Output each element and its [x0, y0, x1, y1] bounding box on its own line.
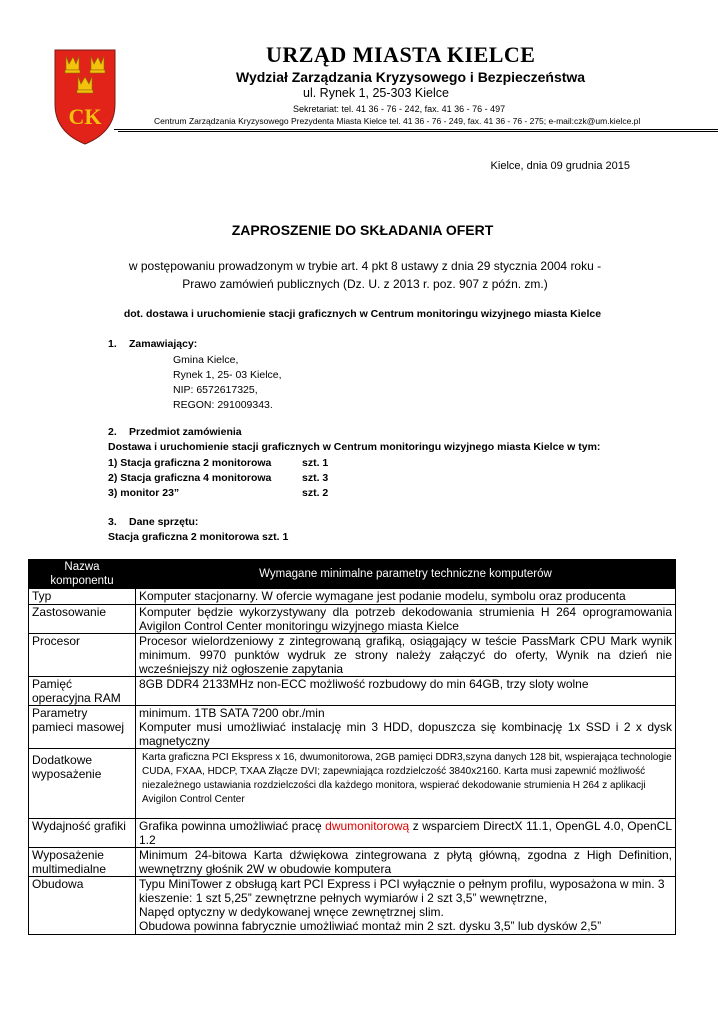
component-requirement: Procesor wielordzeniowy z zintegrowaną grafiką, osiągający w teście PassMark CPU Mark wynik minimum. 9970 punktów wydruk ze strony należy załączyć do oferty, Wynik na dzień nie wcześniejszy niż ogłoszenie zapytania: [136, 634, 676, 677]
legal-basis: [60, 257, 670, 293]
component-name: Obudowa: [29, 877, 136, 935]
requirement-line: Komputer musi umożliwiać instalację min 3 HDD, dopuszcza się kombinację 1x SSD i 2 x dysk magnetyczny: [139, 720, 672, 748]
table-row: [29, 634, 676, 677]
orderer-line: Gmina Kielce,: [173, 354, 239, 366]
section-2-heading: Przedmiot zamówienia: [129, 426, 242, 438]
orderer-details: [173, 353, 282, 413]
section-1-heading: Zamawiający:: [129, 338, 198, 350]
requirement-line: Obudowa powinna fabrycznie umożliwiać montaż min 2 szt. dysku 3,5” lub dysków 2,5”: [139, 919, 602, 933]
component-name: Typ: [29, 589, 136, 605]
page-title: ZAPROSZENIE DO SKŁADANIA OFERT: [231, 222, 494, 238]
component-requirement: 8GB DDR4 2133MHz non-ECC możliwość rozbudowy do min 64GB, trzy sloty wolne: [136, 677, 676, 706]
table-row: [29, 589, 676, 605]
column-header-component: Nazwa komponentu: [29, 560, 136, 589]
component-name: Zastosowanie: [29, 605, 136, 634]
component-requirement: Komputer będzie wykorzystywany dla potrzeb dekodowania strumienia H 264 oprogramowania Avigilon Control Center monitoringu wizyjnego miasta Kielce: [136, 605, 676, 634]
station-heading: Stacja graficzna 2 monitorowa szt. 1: [108, 531, 289, 543]
orderer-line: Rynek 1, 25- 03 Kielce,: [173, 369, 282, 381]
order-item-qty: szt. 2: [302, 487, 329, 499]
requirement-text: Grafika powinna umożliwiać pracę: [139, 819, 326, 833]
table-row: [29, 877, 676, 935]
component-name: Parametry pamieci masowej: [29, 706, 136, 749]
coat-of-arms-logo: [52, 44, 118, 148]
component-requirement: Komputer stacjonarny. W ofercie wymagane jest podanie modelu, symbolu oraz producenta: [136, 589, 676, 605]
section-3-number: 3.: [108, 516, 117, 528]
requirement-line: Napęd optyczny w dedykowanej wnęce zewnętrznej slim.: [139, 905, 444, 919]
order-item-name: 1) Stacja graficzna 2 monitorowa: [108, 457, 272, 469]
department-name: Wydział Zarządzania Kryzysowego i Bezpieczeństwa: [236, 69, 586, 85]
header-rule: [118, 131, 718, 132]
office-address: ul. Rynek 1, 25-303 Kielce: [303, 86, 449, 100]
orderer-line: REGON: 291009343.: [173, 399, 273, 411]
component-requirement: [136, 706, 676, 749]
component-name: Dodatkowe wyposażenie: [29, 749, 136, 819]
component-requirement: [136, 877, 676, 935]
table-row: [29, 819, 676, 848]
crisis-center-contact: Centrum Zarządzania Kryzysowego Prezydenta Miasta Kielce tel. 41 36 - 76 - 249, fax. 41 36 - 76 - 275; e-mail:czk@um.kielce.pl: [154, 116, 641, 126]
component-requirement: Karta graficzna PCI Ekspress x 16, dwumonitorowa, 2GB pamięci DDR3,szyna danych 128 bit, wspierająca technologie CUDA, FXAA, HDCP, TXAA Złącze DVI; zapewniająca rozdzielczość 3840x2160. Karta musi zapewnić możliwość niezależnego ustawiania rozdzielczości dla każdego monitora, wspierać dekodowanie strumienia H 264 z aplikacji Avigilon Control Center: [136, 749, 676, 819]
section-2-number: 2.: [108, 426, 117, 438]
requirement-line: Typu MiniTower z obsługą kart PCI Express i PCI wyłącznie o pełnym profilu, wyposażona w min. 3 kieszenie: 1 szt 5,25” zewnętrzne pełnych wymiarów i 2 szt 3,5” wewnętrzne,: [139, 877, 665, 905]
highlighted-text: dwumonitorową: [325, 819, 410, 833]
component-requirement: [136, 819, 676, 848]
requirement-text: z wsparciem DirectX 11.1, OpenGL 4.0, OpenCL 1.2: [139, 819, 672, 847]
legal-basis-line: w postępowaniu prowadzonym w trybie art. 4 pkt 8 ustawy z dnia 29 stycznia 2004 roku -: [128, 259, 602, 273]
component-name: Pamięć operacyjna RAM: [29, 677, 136, 706]
office-title: URZĄD MIASTA KIELCE: [266, 42, 536, 67]
logo-text: CK: [68, 104, 102, 129]
orderer-line: NIP: 6572617325,: [173, 384, 258, 396]
table-row: [29, 848, 676, 877]
section-1-number: 1.: [108, 338, 117, 350]
header-rule: [114, 129, 718, 130]
component-name: Wydajność grafiki: [29, 819, 136, 848]
order-item-qty: szt. 3: [302, 472, 329, 484]
section-3-heading: Dane sprzętu:: [129, 516, 199, 528]
component-name: Procesor: [29, 634, 136, 677]
order-item-name: 2) Stacja graficzna 4 monitorowa: [108, 472, 272, 484]
requirement-line: minimum. 1TB SATA 7200 obr./min: [139, 706, 325, 720]
order-description: Dostawa i uruchomienie stacji graficznych w Centrum monitoringu wizyjnego miasta Kielce w tym:: [108, 441, 601, 453]
specification-table: [28, 559, 676, 935]
order-item-name: 3) monitor 23”: [108, 487, 180, 499]
column-header-parameters: Wymagane minimalne parametry techniczne komputerów: [136, 560, 676, 589]
order-item-qty: szt. 1: [302, 457, 329, 469]
subject-line: dot. dostawa i uruchomienie stacji graficznych w Centrum monitoringu wizyjnego miasta Kielce: [123, 308, 602, 320]
legal-basis-line: Prawo zamówień publicznych (Dz. U. z 2013 r. poz. 907 z późn. zm.): [182, 277, 548, 291]
table-header-row: [29, 560, 676, 589]
document-date: Kielce, dnia 09 grudnia 2015: [490, 160, 630, 172]
secretariat-contact: Sekretariat: tel. 41 36 - 76 - 242, fax. 41 36 - 76 - 497: [293, 104, 506, 114]
table-row: [29, 749, 676, 819]
table-row: [29, 605, 676, 634]
table-row: [29, 677, 676, 706]
component-requirement: Minimum 24-bitowa Karta dźwiękowa zintegrowana z płytą główną, zgodna z High Definition, wewnętrzny głośnik 2W w obudowie komputera: [136, 848, 676, 877]
table-row: [29, 706, 676, 749]
component-name: Wyposażenie multimedialne: [29, 848, 136, 877]
